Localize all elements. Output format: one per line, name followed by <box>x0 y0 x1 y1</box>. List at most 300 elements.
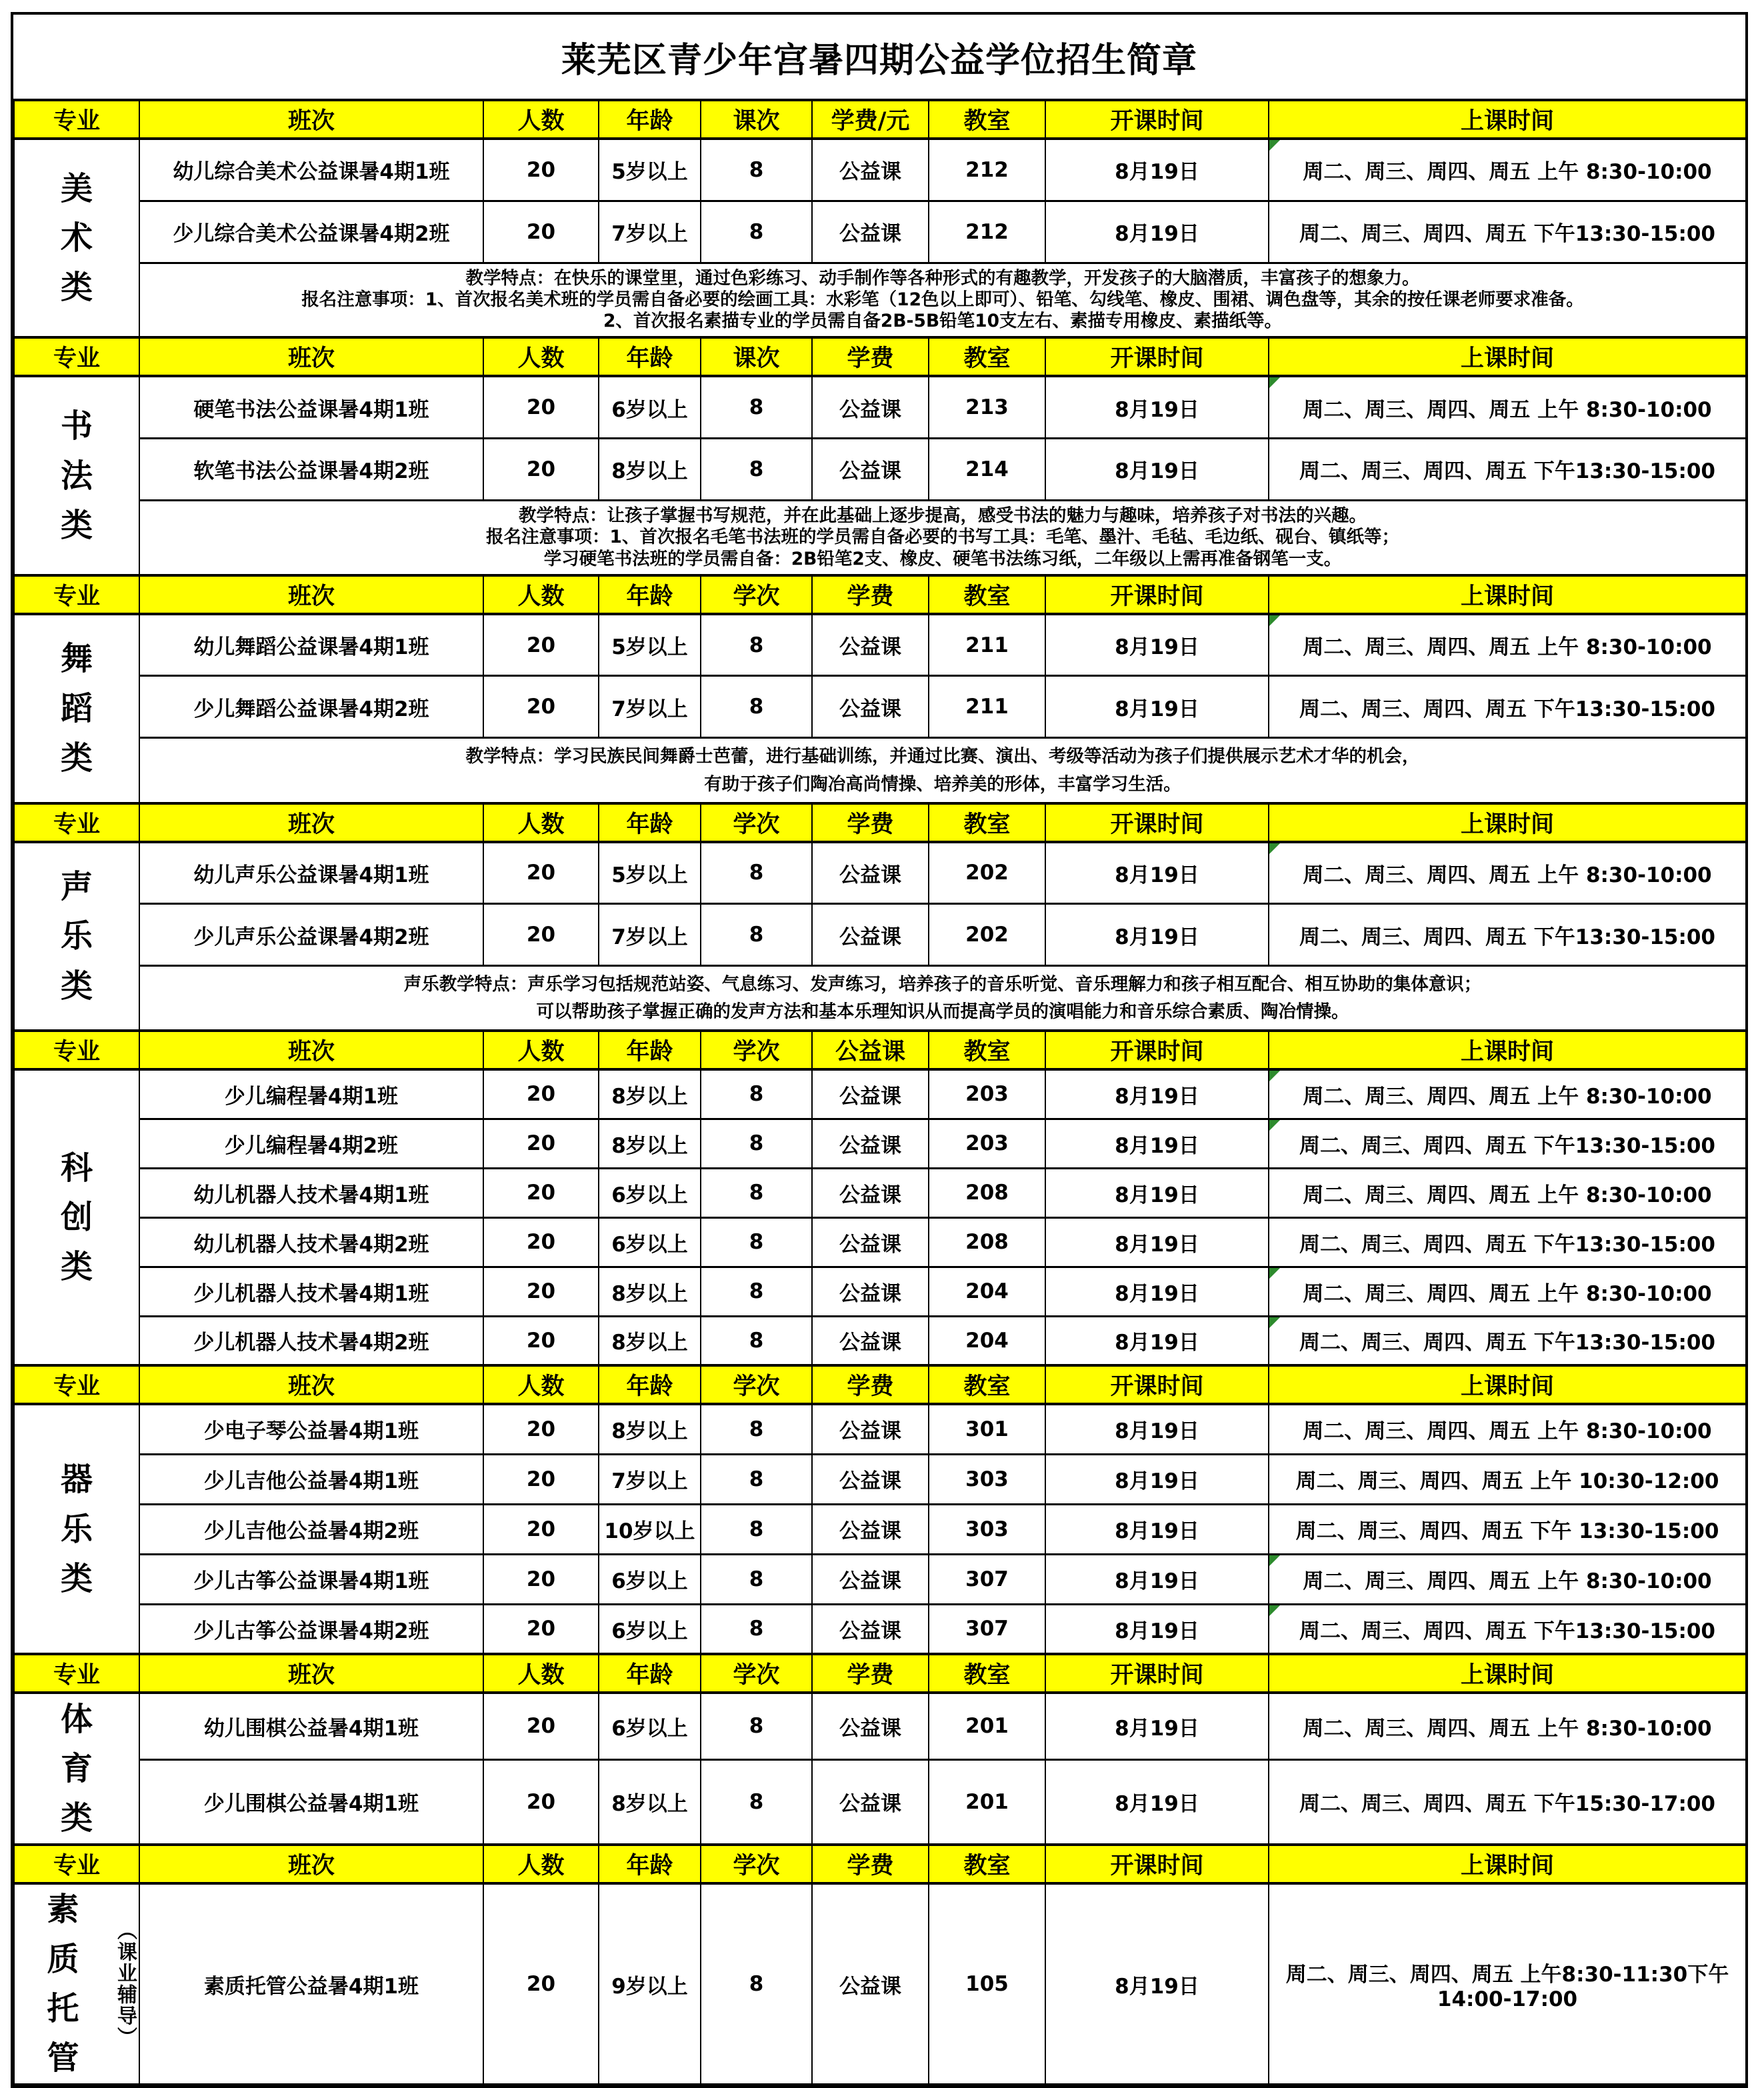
profession-label-cell <box>14 376 139 575</box>
schedule-cell <box>1269 842 1746 904</box>
column-header: 开课时间 <box>1045 100 1269 139</box>
column-header: 人数 <box>483 337 599 376</box>
table-row <box>14 139 1746 201</box>
schedule-text: 周二、周三、周四、周五 上午 10:30-12:00 <box>1295 1469 1719 1494</box>
note-line: 教学特点：在快乐的课堂里，通过色彩练习、动手制作等各种形式的有趣教学，开发孩子的大脑潜质，丰富孩子的想象力。 <box>465 267 1420 289</box>
schedule-cell <box>1269 904 1746 966</box>
column-header: 开课时间 <box>1045 1845 1269 1883</box>
age-cell: 8岁以上 <box>599 1119 701 1168</box>
column-header: 班次 <box>139 803 483 842</box>
start-date-cell: 8月19日 <box>1045 1454 1269 1504</box>
age-cell: 8岁以上 <box>599 438 701 500</box>
sessions-cell: 8 <box>701 1554 812 1604</box>
class-name-cell: 少儿声乐公益课暑4期2班 <box>139 904 483 966</box>
start-date-cell: 8月19日 <box>1045 614 1269 676</box>
section-notes-cell <box>139 966 1746 1031</box>
fee-cell: 公益课 <box>812 842 929 904</box>
table-row <box>14 1883 1746 2084</box>
size-cell: 20 <box>483 1316 599 1365</box>
table-row <box>14 201 1746 263</box>
schedule-cell <box>1269 201 1746 263</box>
size-cell: 20 <box>483 1883 599 2084</box>
comment-marker-icon <box>1269 377 1280 388</box>
section-notes-cell <box>139 263 1746 337</box>
column-header: 专业 <box>14 1654 139 1693</box>
column-header: 上课时间 <box>1269 803 1746 842</box>
room-cell: 301 <box>929 1404 1045 1454</box>
profession-label-cell <box>14 614 139 803</box>
column-header: 年龄 <box>599 100 701 139</box>
profession-label: 书法类 <box>60 407 93 544</box>
column-header: 教室 <box>929 803 1045 842</box>
table-row <box>14 1069 1746 1119</box>
section-header-row <box>14 100 1746 139</box>
room-cell: 212 <box>929 201 1045 263</box>
class-name-cell: 少儿舞蹈公益课暑4期2班 <box>139 676 483 738</box>
class-name-cell: 少儿吉他公益暑4期2班 <box>139 1504 483 1554</box>
class-name-cell: 幼儿综合美术公益课暑4期1班 <box>139 139 483 201</box>
room-cell: 208 <box>929 1168 1045 1217</box>
age-cell: 6岁以上 <box>599 376 701 438</box>
fee-cell: 公益课 <box>812 1119 929 1168</box>
profession-label: 科创类 <box>60 1149 93 1286</box>
section-notes-cell <box>139 738 1746 803</box>
room-cell: 204 <box>929 1267 1045 1316</box>
class-name-cell: 少儿综合美术公益课暑4期2班 <box>139 201 483 263</box>
comment-marker-icon <box>1269 1268 1280 1279</box>
sessions-cell: 8 <box>701 1693 812 1759</box>
size-cell: 20 <box>483 1759 599 1845</box>
table-row <box>14 376 1746 438</box>
room-cell: 105 <box>929 1883 1045 2084</box>
column-header: 学次 <box>701 803 812 842</box>
column-header: 学费 <box>812 803 929 842</box>
column-header: 开课时间 <box>1045 1031 1269 1069</box>
sessions-cell: 8 <box>701 1883 812 2084</box>
size-cell: 20 <box>483 1404 599 1454</box>
schedule-text: 周二、周三、周四、周五 下午13:30-15:00 <box>1299 1133 1715 1158</box>
age-cell: 6岁以上 <box>599 1604 701 1654</box>
section-header-row <box>14 1654 1746 1693</box>
age-cell: 7岁以上 <box>599 676 701 738</box>
age-cell: 6岁以上 <box>599 1554 701 1604</box>
size-cell: 20 <box>483 1267 599 1316</box>
enrollment-table <box>13 99 1747 2085</box>
column-header: 学费/元 <box>812 100 929 139</box>
table-row <box>14 1267 1746 1316</box>
profession-label-cell <box>14 1069 139 1365</box>
comment-marker-icon <box>1269 1605 1280 1616</box>
schedule-cell <box>1269 139 1746 201</box>
schedule-cell <box>1269 1554 1746 1604</box>
size-cell: 20 <box>483 1119 599 1168</box>
size-cell: 20 <box>483 904 599 966</box>
comment-marker-icon <box>1269 615 1280 626</box>
table-row <box>14 1554 1746 1604</box>
room-cell: 202 <box>929 904 1045 966</box>
start-date-cell: 8月19日 <box>1045 1069 1269 1119</box>
start-date-cell: 8月19日 <box>1045 1554 1269 1604</box>
section-notes-cell <box>139 500 1746 575</box>
column-header: 班次 <box>139 1654 483 1693</box>
age-cell: 7岁以上 <box>599 904 701 966</box>
column-header: 课次 <box>701 337 812 376</box>
comment-marker-icon <box>1269 1555 1280 1566</box>
room-cell: 211 <box>929 676 1045 738</box>
profession-label-cell <box>14 1883 139 2084</box>
schedule-cell <box>1269 676 1746 738</box>
size-cell: 20 <box>483 614 599 676</box>
start-date-cell: 8月19日 <box>1045 1759 1269 1845</box>
column-header: 专业 <box>14 337 139 376</box>
size-cell: 20 <box>483 1554 599 1604</box>
schedule-text: 周二、周三、周四、周五 下午13:30-15:00 <box>1299 697 1715 721</box>
fee-cell: 公益课 <box>812 1759 929 1845</box>
size-cell: 20 <box>483 1217 599 1267</box>
age-cell: 9岁以上 <box>599 1883 701 2084</box>
column-header: 专业 <box>14 1031 139 1069</box>
start-date-cell: 8月19日 <box>1045 201 1269 263</box>
note-line: 报名注意事项：1、首次报名毛笔书法班的学员需自备必要的书写工具：毛笔、墨汁、毛毡、毛边纸、砚台、镇纸等； <box>486 527 1399 548</box>
sessions-cell: 8 <box>701 1404 812 1454</box>
room-cell: 211 <box>929 614 1045 676</box>
age-cell: 8岁以上 <box>599 1069 701 1119</box>
column-header: 人数 <box>483 1845 599 1883</box>
room-cell: 214 <box>929 438 1045 500</box>
column-header: 教室 <box>929 1654 1045 1693</box>
column-header: 年龄 <box>599 1365 701 1404</box>
age-cell: 8岁以上 <box>599 1759 701 1845</box>
schedule-cell <box>1269 376 1746 438</box>
schedule-text: 周二、周三、周四、周五 下午13:30-15:00 <box>1299 459 1715 484</box>
schedule-text: 周二、周三、周四、周五 上午 8:30-10:00 <box>1303 1084 1712 1109</box>
schedule-text: 周二、周三、周四、周五 下午13:30-15:00 <box>1299 1331 1715 1355</box>
column-header: 上课时间 <box>1269 575 1746 614</box>
fee-cell: 公益课 <box>812 438 929 500</box>
schedule-cell <box>1269 1504 1746 1554</box>
fee-cell: 公益课 <box>812 1504 929 1554</box>
note-line: 2、首次报名素描专业的学员需自备2B-5B铅笔10支左右、素描专用橡皮、素描纸等。 <box>603 311 1283 332</box>
schedule-cell <box>1269 1217 1746 1267</box>
table-row <box>14 1604 1746 1654</box>
class-name-cell: 硬笔书法公益课暑4期1班 <box>139 376 483 438</box>
column-header: 年龄 <box>599 1654 701 1693</box>
class-name-cell: 幼儿机器人技术暑4期1班 <box>139 1168 483 1217</box>
column-header: 专业 <box>14 575 139 614</box>
column-header: 学次 <box>701 1031 812 1069</box>
room-cell: 202 <box>929 842 1045 904</box>
fee-cell: 公益课 <box>812 1069 929 1119</box>
class-name-cell: 少儿机器人技术暑4期2班 <box>139 1316 483 1365</box>
fee-cell: 公益课 <box>812 376 929 438</box>
table-row <box>14 1454 1746 1504</box>
comment-marker-icon <box>1269 1317 1280 1328</box>
age-cell: 6岁以上 <box>599 1168 701 1217</box>
enrollment-sheet <box>11 12 1748 2088</box>
table-row <box>14 438 1746 500</box>
column-header: 人数 <box>483 1654 599 1693</box>
section-header-row <box>14 1031 1746 1069</box>
note-line: 可以帮助孩子掌握正确的发声方法和基本乐理知识从而提高学员的演唱能力和音乐综合素质、陶冶情操。 <box>536 1001 1349 1023</box>
column-header: 上课时间 <box>1269 100 1746 139</box>
schedule-text: 周二、周三、周四、周五 上午 8:30-10:00 <box>1303 1183 1712 1207</box>
start-date-cell: 8月19日 <box>1045 1119 1269 1168</box>
column-header: 班次 <box>139 337 483 376</box>
column-header: 学费 <box>812 575 929 614</box>
column-header: 学次 <box>701 575 812 614</box>
start-date-cell: 8月19日 <box>1045 1168 1269 1217</box>
schedule-text: 周二、周三、周四、周五 上午 8:30-10:00 <box>1303 1419 1712 1444</box>
start-date-cell: 8月19日 <box>1045 842 1269 904</box>
column-header: 专业 <box>14 100 139 139</box>
start-date-cell: 8月19日 <box>1045 438 1269 500</box>
column-header: 班次 <box>139 1031 483 1069</box>
column-header: 人数 <box>483 1031 599 1069</box>
fee-cell: 公益课 <box>812 1217 929 1267</box>
column-header: 年龄 <box>599 803 701 842</box>
age-cell: 5岁以上 <box>599 139 701 201</box>
note-line: 有助于孩子们陶冶高尚情操、培养美的形体，丰富学习生活。 <box>704 773 1181 795</box>
fee-cell: 公益课 <box>812 1267 929 1316</box>
sessions-cell: 8 <box>701 842 812 904</box>
schedule-cell <box>1269 1759 1746 1845</box>
column-header: 开课时间 <box>1045 575 1269 614</box>
column-header: 开课时间 <box>1045 803 1269 842</box>
age-cell: 8岁以上 <box>599 1267 701 1316</box>
fee-cell: 公益课 <box>812 1316 929 1365</box>
start-date-cell: 8月19日 <box>1045 676 1269 738</box>
column-header: 人数 <box>483 803 599 842</box>
profession-label: 舞蹈类 <box>60 640 93 777</box>
schedule-text: 周二、周三、周四、周五 下午13:30-15:00 <box>1299 925 1715 949</box>
column-header: 上课时间 <box>1269 1365 1746 1404</box>
schedule-cell <box>1269 1316 1746 1365</box>
column-header: 课次 <box>701 100 812 139</box>
column-header: 教室 <box>929 1365 1045 1404</box>
column-header: 班次 <box>139 1365 483 1404</box>
fee-cell: 公益课 <box>812 201 929 263</box>
comment-marker-icon <box>1269 1120 1280 1131</box>
schedule-cell <box>1269 1883 1746 2084</box>
schedule-cell <box>1269 1454 1746 1504</box>
age-cell: 7岁以上 <box>599 201 701 263</box>
fee-cell: 公益课 <box>812 1454 929 1504</box>
column-header: 年龄 <box>599 1845 701 1883</box>
table-row <box>14 614 1746 676</box>
age-cell: 10岁以上 <box>599 1504 701 1554</box>
section-header-row <box>14 1365 1746 1404</box>
sessions-cell: 8 <box>701 139 812 201</box>
schedule-text: 周二、周三、周四、周五 上午 8:30-10:00 <box>1303 1716 1712 1741</box>
sessions-cell: 8 <box>701 1267 812 1316</box>
room-cell: 303 <box>929 1504 1045 1554</box>
room-cell: 307 <box>929 1604 1045 1654</box>
comment-marker-icon <box>1269 1071 1280 1081</box>
size-cell: 20 <box>483 201 599 263</box>
profession-label: 美术类 <box>60 169 93 307</box>
schedule-cell <box>1269 1693 1746 1759</box>
column-header: 人数 <box>483 1365 599 1404</box>
column-header: 学次 <box>701 1654 812 1693</box>
section-header-row <box>14 575 1746 614</box>
age-cell: 7岁以上 <box>599 1454 701 1504</box>
sessions-cell: 8 <box>701 201 812 263</box>
sessions-cell: 8 <box>701 614 812 676</box>
table-row <box>14 842 1746 904</box>
start-date-cell: 8月19日 <box>1045 1316 1269 1365</box>
profession-label: 器乐类 <box>60 1461 93 1597</box>
column-header: 上课时间 <box>1269 1031 1746 1069</box>
sessions-cell: 8 <box>701 1454 812 1504</box>
class-name-cell: 少儿围棋公益暑4期1班 <box>139 1759 483 1845</box>
size-cell: 20 <box>483 1454 599 1504</box>
start-date-cell: 8月19日 <box>1045 1267 1269 1316</box>
column-header: 教室 <box>929 337 1045 376</box>
column-header: 班次 <box>139 100 483 139</box>
start-date-cell: 8月19日 <box>1045 139 1269 201</box>
fee-cell: 公益课 <box>812 1883 929 2084</box>
table-row <box>14 1504 1746 1554</box>
sessions-cell: 8 <box>701 1119 812 1168</box>
sessions-cell: 8 <box>701 676 812 738</box>
size-cell: 20 <box>483 376 599 438</box>
age-cell: 8岁以上 <box>599 1316 701 1365</box>
note-line: 教学特点：学习民族民间舞爵士芭蕾，进行基础训练，并通过比赛、演出、考级等活动为孩子们提供展示艺术才华的机会， <box>465 746 1420 767</box>
class-name-cell: 幼儿舞蹈公益课暑4期1班 <box>139 614 483 676</box>
section-header-row <box>14 337 1746 376</box>
sessions-cell: 8 <box>701 1316 812 1365</box>
class-name-cell: 少儿古筝公益课暑4期2班 <box>139 1604 483 1654</box>
fee-cell: 公益课 <box>812 676 929 738</box>
schedule-text: 周二、周三、周四、周五 下午15:30-17:00 <box>1299 1792 1715 1817</box>
comment-marker-icon <box>1269 843 1280 854</box>
schedule-text: 周二、周三、周四、周五 上午 8:30-10:00 <box>1303 863 1712 887</box>
room-cell: 307 <box>929 1554 1045 1604</box>
column-header: 人数 <box>483 575 599 614</box>
class-name-cell: 软笔书法公益课暑4期2班 <box>139 438 483 500</box>
schedule-text: 周二、周三、周四、周五 上午 8:30-10:00 <box>1303 397 1712 422</box>
sessions-cell: 8 <box>701 1217 812 1267</box>
start-date-cell: 8月19日 <box>1045 376 1269 438</box>
column-header: 教室 <box>929 1845 1045 1883</box>
note-line: 教学特点：让孩子掌握书写规范，并在此基础上逐步提高，感受书法的魅力与趣味，培养孩子对书法的兴趣。 <box>519 505 1367 526</box>
start-date-cell: 8月19日 <box>1045 904 1269 966</box>
size-cell: 20 <box>483 1168 599 1217</box>
profession-label-cell <box>14 139 139 337</box>
age-cell: 6岁以上 <box>599 1693 701 1759</box>
sessions-cell: 8 <box>701 376 812 438</box>
fee-cell: 公益课 <box>812 1168 929 1217</box>
start-date-cell: 8月19日 <box>1045 1693 1269 1759</box>
schedule-cell <box>1269 1604 1746 1654</box>
column-header: 上课时间 <box>1269 1654 1746 1693</box>
class-name-cell: 少儿编程暑4期1班 <box>139 1069 483 1119</box>
fee-cell: 公益课 <box>812 139 929 201</box>
schedule-cell <box>1269 438 1746 500</box>
profession-label: 体育类 <box>60 1700 93 1837</box>
column-header: 专业 <box>14 1365 139 1404</box>
room-cell: 201 <box>929 1693 1045 1759</box>
room-cell: 203 <box>929 1119 1045 1168</box>
table-row <box>14 1168 1746 1217</box>
schedule-cell <box>1269 1069 1746 1119</box>
start-date-cell: 8月19日 <box>1045 1883 1269 2084</box>
profession-sublabel: （课业辅导） <box>113 1920 137 2048</box>
column-header: 上课时间 <box>1269 337 1746 376</box>
class-name-cell: 少儿编程暑4期2班 <box>139 1119 483 1168</box>
note-line: 声乐教学特点：声乐学习包括规范站姿、气息练习、发声练习，培养孩子的音乐听觉、音乐理解力和孩子相互配合、相互协助的集体意识； <box>403 974 1482 995</box>
room-cell: 201 <box>929 1759 1045 1845</box>
column-header: 专业 <box>14 803 139 842</box>
fee-cell: 公益课 <box>812 1554 929 1604</box>
table-row <box>14 1404 1746 1454</box>
column-header: 年龄 <box>599 575 701 614</box>
page-title: 莱芜区青少年宫暑四期公益学位招生简章 <box>561 40 1197 81</box>
start-date-cell: 8月19日 <box>1045 1504 1269 1554</box>
section-header-row <box>14 803 1746 842</box>
column-header: 学次 <box>701 1845 812 1883</box>
column-header: 教室 <box>929 100 1045 139</box>
schedule-cell <box>1269 1119 1746 1168</box>
size-cell: 20 <box>483 1604 599 1654</box>
table-row <box>14 1693 1746 1759</box>
note-line: 报名注意事项：1、首次报名美术班的学员需自备必要的绘画工具：水彩笔（12色以上即可）、铅笔、勾线笔、橡皮、围裙、调色盘等，其余的按任课老师要求准备。 <box>301 289 1584 310</box>
column-header: 学次 <box>701 1365 812 1404</box>
schedule-text: 周二、周三、周四、周五 下午 13:30-15:00 <box>1295 1519 1719 1544</box>
table-row <box>14 1119 1746 1168</box>
size-cell: 20 <box>483 842 599 904</box>
fee-cell: 公益课 <box>812 904 929 966</box>
profession-label-cell <box>14 1693 139 1845</box>
profession-label-cell <box>14 1404 139 1654</box>
section-notes-row <box>14 263 1746 337</box>
column-header: 开课时间 <box>1045 1365 1269 1404</box>
sessions-cell: 8 <box>701 438 812 500</box>
size-cell: 20 <box>483 1069 599 1119</box>
size-cell: 20 <box>483 139 599 201</box>
profession-label: 素质托管 <box>47 1891 79 2077</box>
section-notes-row <box>14 500 1746 575</box>
start-date-cell: 8月19日 <box>1045 1404 1269 1454</box>
schedule-text: 周二、周三、周四、周五 下午13:30-15:00 <box>1299 222 1715 246</box>
schedule-cell <box>1269 1168 1746 1217</box>
class-name-cell: 少电子琴公益暑4期1班 <box>139 1404 483 1454</box>
column-header: 学费 <box>812 337 929 376</box>
table-row <box>14 1316 1746 1365</box>
room-cell: 212 <box>929 139 1045 201</box>
sessions-cell: 8 <box>701 1168 812 1217</box>
room-cell: 208 <box>929 1217 1045 1267</box>
class-name-cell: 幼儿围棋公益暑4期1班 <box>139 1693 483 1759</box>
age-cell: 5岁以上 <box>599 842 701 904</box>
column-header: 专业 <box>14 1845 139 1883</box>
schedule-text: 周二、周三、周四、周五 上午 8:30-10:00 <box>1303 1569 1712 1594</box>
column-header: 上课时间 <box>1269 1845 1746 1883</box>
room-cell: 204 <box>929 1316 1045 1365</box>
column-header: 教室 <box>929 1031 1045 1069</box>
column-header: 班次 <box>139 575 483 614</box>
room-cell: 213 <box>929 376 1045 438</box>
section-notes-row <box>14 966 1746 1031</box>
schedule-text: 周二、周三、周四、周五 下午13:30-15:00 <box>1299 1619 1715 1643</box>
column-header: 年龄 <box>599 1031 701 1069</box>
profession-label-cell <box>14 842 139 1031</box>
age-cell: 5岁以上 <box>599 614 701 676</box>
schedule-text: 周二、周三、周四、周五 上午8:30-11:30下午14:00-17:00 <box>1285 1962 1729 2011</box>
column-header: 学费 <box>812 1654 929 1693</box>
column-header: 年龄 <box>599 337 701 376</box>
sessions-cell: 8 <box>701 1604 812 1654</box>
